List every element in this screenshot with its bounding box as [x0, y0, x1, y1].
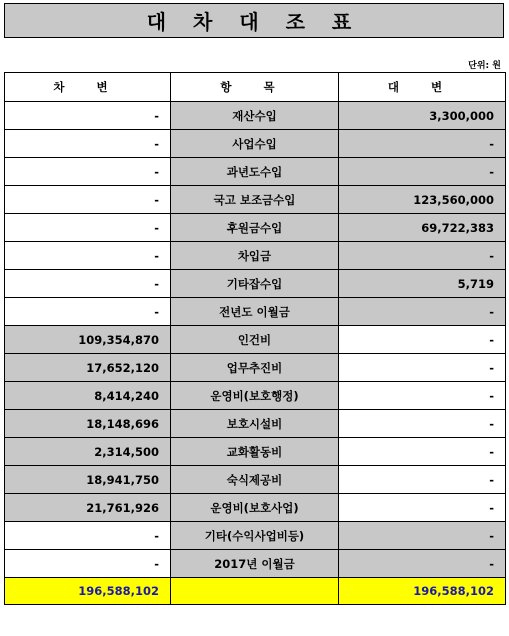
- item-cell: 숙식제공비: [171, 466, 339, 494]
- credit-cell: 69,722,383: [339, 214, 506, 242]
- table-row: [5, 214, 506, 242]
- header-row: [5, 73, 506, 102]
- debit-cell: 18,941,750: [5, 466, 171, 494]
- debit-cell: -: [5, 130, 171, 158]
- credit-cell: -: [339, 522, 506, 550]
- debit-cell: -: [5, 270, 171, 298]
- total-item: [171, 578, 339, 605]
- table-row: [5, 550, 506, 578]
- item-cell: 전년도 이월금: [171, 298, 339, 326]
- debit-cell: -: [5, 550, 171, 578]
- debit-cell: -: [5, 242, 171, 270]
- debit-cell: 17,652,120: [5, 354, 171, 382]
- table-row: [5, 158, 506, 186]
- total-debit: 196,588,102: [5, 578, 171, 605]
- header-credit: 대 변: [339, 73, 506, 102]
- item-cell: 인건비: [171, 326, 339, 354]
- item-cell: 재산수입: [171, 102, 339, 130]
- debit-cell: -: [5, 522, 171, 550]
- table-row: [5, 298, 506, 326]
- debit-cell: -: [5, 186, 171, 214]
- credit-cell: -: [339, 326, 506, 354]
- credit-cell: -: [339, 494, 506, 522]
- item-cell: 업무추진비: [171, 354, 339, 382]
- debit-cell: -: [5, 102, 171, 130]
- debit-cell: -: [5, 298, 171, 326]
- debit-cell: 18,148,696: [5, 410, 171, 438]
- credit-cell: -: [339, 438, 506, 466]
- document-title: 대 차 대 조 표: [4, 3, 504, 38]
- debit-cell: -: [5, 214, 171, 242]
- credit-cell: 5,719: [339, 270, 506, 298]
- table-row: [5, 242, 506, 270]
- credit-cell: -: [339, 298, 506, 326]
- item-cell: 운영비(보호사업): [171, 494, 339, 522]
- table-row: [5, 438, 506, 466]
- item-cell: 교화활동비: [171, 438, 339, 466]
- debit-cell: 2,314,500: [5, 438, 171, 466]
- item-cell: 운영비(보호행정): [171, 382, 339, 410]
- credit-cell: -: [339, 466, 506, 494]
- total-credit: 196,588,102: [339, 578, 506, 605]
- table-row: [5, 186, 506, 214]
- debit-cell: -: [5, 158, 171, 186]
- unit-label: 단위: 원: [468, 61, 501, 71]
- total-row: [5, 578, 506, 605]
- table-row: [5, 326, 506, 354]
- debit-cell: 8,414,240: [5, 382, 171, 410]
- credit-cell: -: [339, 354, 506, 382]
- credit-cell: -: [339, 550, 506, 578]
- credit-cell: -: [339, 242, 506, 270]
- item-cell: 과년도수입: [171, 158, 339, 186]
- table-row: [5, 130, 506, 158]
- item-cell: 사업수입: [171, 130, 339, 158]
- item-cell: 국고 보조금수입: [171, 186, 339, 214]
- table-row: [5, 466, 506, 494]
- credit-cell: 123,560,000: [339, 186, 506, 214]
- debit-cell: 21,761,926: [5, 494, 171, 522]
- credit-cell: -: [339, 382, 506, 410]
- table-row: [5, 382, 506, 410]
- table-row: [5, 494, 506, 522]
- header-debit: 차 변: [5, 73, 171, 102]
- item-cell: 기타잡수입: [171, 270, 339, 298]
- item-cell: 보호시설비: [171, 410, 339, 438]
- item-cell: 기타(수익사업비등): [171, 522, 339, 550]
- debit-cell: 109,354,870: [5, 326, 171, 354]
- table-row: [5, 102, 506, 130]
- table-row: [5, 410, 506, 438]
- item-cell: 후원금수입: [171, 214, 339, 242]
- item-cell: 차입금: [171, 242, 339, 270]
- credit-cell: -: [339, 410, 506, 438]
- balance-sheet-table: [4, 72, 506, 605]
- item-cell: 2017년 이월금: [171, 550, 339, 578]
- table-row: [5, 522, 506, 550]
- table-row: [5, 270, 506, 298]
- credit-cell: 3,300,000: [339, 102, 506, 130]
- table-row: [5, 354, 506, 382]
- header-item: 항 목: [171, 73, 339, 102]
- credit-cell: -: [339, 158, 506, 186]
- credit-cell: -: [339, 130, 506, 158]
